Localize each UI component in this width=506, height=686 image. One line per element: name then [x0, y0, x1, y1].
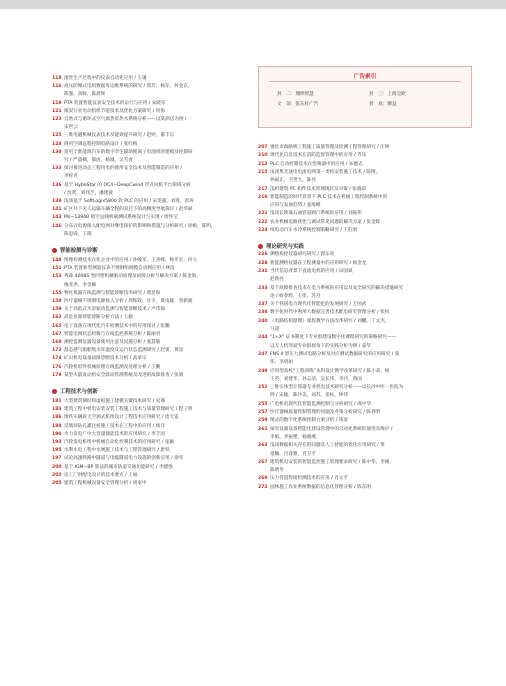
toc-entry-title: 基于 HyboStar 的 OC4−DeepCwind 浮式风机平台频域分析	[64, 182, 191, 188]
toc-entry[interactable]	[52, 125, 78, 131]
toc-entry[interactable]	[258, 252, 334, 258]
toc-entry-title: 滚丝生产过程中的仪表自动化应用 / 王谦	[64, 76, 147, 81]
toc-entry[interactable]	[52, 283, 96, 289]
toc-entry-title: 建筑工程机械设备安全管理分析 / 周家中	[64, 481, 147, 486]
toc-page-number: 121	[52, 108, 62, 114]
toc-entry[interactable]	[258, 261, 366, 267]
toc-entry[interactable]	[258, 402, 371, 408]
toc-entry-title: 自然式与循环式空气源热泵热水系统分析——以某酒店为例 /	[64, 117, 187, 122]
toc-page-number: 247	[258, 351, 268, 357]
toc-entry[interactable]	[52, 142, 137, 148]
toc-page-number: 133	[52, 166, 62, 172]
toc-entry[interactable]	[258, 203, 320, 209]
toc-page-number: 210	[258, 153, 268, 159]
toc-entry-title: 建筑工程中机电安装安装工程施工技术与质量管理研究 / 程子明	[64, 407, 193, 413]
toc-page-number: 153	[52, 274, 62, 280]
toc-page-number: 176	[52, 364, 62, 370]
advertisement-index-box	[258, 66, 472, 128]
toc-entry-title: 以无人机驾驶专业群视角下的实践分析为例 / 姜华	[270, 343, 371, 349]
toc-entry-title: 适用于新能源汽车的数字孪生辅助锂离子电池组的建模及控制研	[64, 149, 193, 155]
toc-entry-title: 反循环钻孔灌注桩施工技术在工程中的应用 / 杨洋	[64, 423, 165, 429]
toc-page-number: 116	[52, 84, 62, 90]
toc-entry[interactable]	[258, 377, 362, 383]
toc-entry-title: 测绘质控仪器研究研究 / 郭东亮	[270, 252, 335, 258]
toc-entry-title: 王英，刘建华，孙志清，吴长伟，李丹，鲁国	[270, 376, 362, 382]
toc-entry-title: 强化市政路桥工程施工质量管理及检测工程管理研究 / 庄林	[270, 145, 390, 150]
section-heading-label: 理论研究与实践	[266, 244, 304, 251]
toc-entry[interactable]	[52, 101, 166, 107]
toc-entry-title: 李梓君	[64, 174, 78, 180]
toc-page-number: 215	[258, 169, 268, 175]
toc-entry[interactable]	[52, 432, 165, 438]
toc-entry-title: 延楠，肖睿雅，肖卫平	[270, 451, 316, 457]
toc-entry[interactable]	[52, 191, 113, 197]
toc-page-number: 267	[258, 459, 268, 465]
toc-entry[interactable]	[52, 266, 175, 272]
toc-entry-title: 浅谈集光速电电流电网第一类校安装施工技术 / 陈博，	[270, 169, 381, 175]
toc-entry-title: 宋世云	[64, 125, 78, 131]
toc-entry[interactable]	[52, 448, 170, 454]
toc-entry-title: "1+X" 证书制度下专业群建设数字化课程研究的策略研究——	[270, 335, 396, 341]
toc-entry-title: 某型火箭发动机安全联动管理系统及改进的故障排查 / 张婧	[64, 372, 184, 378]
toc-page-number: 224	[258, 228, 268, 233]
toc-entry[interactable]	[52, 415, 179, 421]
toc-entry-title: 湿态感气船舶集水库温度及运行状态监测研究 / 赵蕾，黄彦	[64, 348, 184, 354]
toc-entry[interactable]	[258, 310, 389, 316]
toc-entry-title: 陈强，余晖，陈晨辉	[64, 92, 106, 98]
toc-entry-title: 应用型高校“工程训练”本科设计教学改革研究 / 陈小弟，杨	[270, 368, 390, 374]
toc-entry-title: 论工厂供配电设计的技术要点 / 王丽	[64, 472, 138, 478]
toc-page-number: 181	[52, 399, 62, 404]
toc-page-number: 146	[52, 223, 62, 229]
toc-entry[interactable]	[258, 393, 348, 399]
toc-entry-title: 物化机器在线监测与智能诊断技术研究 / 黄昆和	[64, 290, 161, 296]
toc-entry[interactable]	[52, 291, 160, 297]
toc-entry[interactable]	[52, 215, 178, 221]
toc-entry-title: 浅谈基于 SoftLogix5800 软 PLC 的应用 / 宋雯露，刘进，彭涛	[64, 199, 194, 204]
toc-page-number: 193	[52, 440, 62, 445]
toc-entry[interactable]	[52, 224, 215, 230]
toc-page-number: 231	[258, 268, 268, 274]
toc-entry[interactable]	[52, 456, 183, 462]
ad-cover-three: 封 三：上海宝欧	[369, 92, 406, 97]
toc-entry[interactable]	[258, 418, 348, 424]
toc-entry-title: PTA 装置智能仪表安全技术的运行与应用 / 宋晓军	[64, 100, 166, 106]
toc-entry[interactable]	[52, 232, 92, 238]
toc-entry[interactable]	[258, 269, 353, 275]
ad-front-matter: 文 前：张东杜广告	[277, 102, 319, 107]
toc-entry[interactable]	[258, 228, 357, 234]
toc-entry-title: 水利水电工程中水闸施工技术与工程管理研究 / 唐铁	[64, 448, 170, 454]
toc-entry[interactable]	[52, 109, 165, 115]
toc-page-number: 155	[52, 290, 62, 296]
toc-entry[interactable]	[52, 299, 193, 305]
toc-entry[interactable]	[52, 399, 165, 405]
toc-page-number: 233	[258, 285, 268, 291]
section-heading-label: 智能检测与诊断	[60, 248, 98, 254]
toc-entry-title: 纯电动汽车水冷系统控制策略研究 / 王伯勇	[270, 228, 358, 233]
toc-entry-title: 现代化信息技术在消防监督管理中的应用 / 齐乐	[270, 153, 367, 159]
toc-entry[interactable]	[52, 407, 193, 413]
toc-entry-title: 浅谈长距离石油管道阀门系统的应用 / 刘振伟	[270, 211, 362, 217]
toc-entry[interactable]	[258, 335, 396, 341]
toc-entry[interactable]	[258, 277, 284, 283]
section-bullet-icon	[52, 248, 57, 253]
toc-entry[interactable]	[258, 427, 392, 433]
toc-entry[interactable]	[258, 443, 385, 449]
toc-entry-title: 广电机电现代化智能监测控制与分析研究 / 邢中华	[270, 401, 371, 407]
toc-entry-title: 《电路结构原理》课程教学方法改革研究 / 刘鹏，丁文杰，	[270, 318, 390, 324]
toc-entry-title: 图像检测技术在化企业中的应用 / 孙峻军，王喜峰，杨步宏，何立	[64, 258, 198, 263]
toc-page-number: 128	[52, 141, 62, 147]
toc-page-number: 143	[52, 215, 62, 221]
section-bullet-icon	[258, 244, 263, 249]
toc-page-number: 257	[258, 410, 268, 415]
toc-entry[interactable]	[52, 183, 191, 189]
ad-back-cover: 封 底：顺益	[369, 102, 397, 107]
toc-entry[interactable]	[258, 344, 371, 350]
toc-entry[interactable]	[52, 76, 147, 82]
toc-entry[interactable]	[258, 385, 403, 391]
top-gray-band	[0, 0, 506, 9]
toc-page-number: 195	[52, 448, 62, 454]
toc-page-number: 237	[258, 302, 268, 308]
ad-index-title: 广告索引	[353, 74, 377, 80]
toc-page-number: 130	[52, 149, 62, 155]
toc-page-number: 165	[52, 323, 62, 329]
toc-entry[interactable]	[52, 424, 165, 430]
ad-cover-two: 封 二：翔坤智慧	[277, 92, 314, 97]
toc-entry-title: 论 / 杨春辉，王伟，苏丹	[270, 293, 321, 299]
toc-page-number: 263	[258, 443, 268, 449]
toc-entry[interactable]	[258, 410, 380, 416]
toc-entry[interactable]	[258, 170, 380, 176]
toc-entry[interactable]	[52, 348, 183, 354]
toc-page-number: 169	[52, 340, 62, 345]
toc-entry[interactable]	[52, 307, 165, 313]
toc-page-number: 272	[258, 484, 268, 490]
toc-page-number: 249	[258, 368, 268, 374]
toc-page-number: 188	[52, 423, 62, 429]
toc-page-number: 123	[52, 117, 62, 122]
toc-entry[interactable]	[258, 162, 363, 168]
toc-entry-title: 当代信息背景下直流电机的应用 / 田国斌	[270, 268, 353, 274]
toc-entry-title: PTA 装置新型测量仪表不锈钢组阀膜自动阀应用 / 林清	[64, 266, 175, 272]
toc-entry-title: / 沈贤，刘伟芝，潘建波	[64, 190, 113, 196]
toc-entry-title: 医疗器械不锈钢电源接入分析 / 周辉政，甘辛，黄南雄，曾骐骏	[64, 299, 193, 304]
toc-page-number: 118	[52, 76, 62, 81]
toc-entry[interactable]	[52, 481, 147, 487]
toc-entry[interactable]	[258, 145, 389, 151]
toc-page-number: 158	[52, 299, 62, 304]
ad-row	[277, 91, 406, 97]
toc-page-number: 202	[52, 472, 62, 478]
toc-entry[interactable]	[258, 369, 389, 375]
toc-entry-title: 基于故障排查技术在电力系统的应用以及安全研究的解决措施研究	[270, 285, 404, 291]
toc-entry[interactable]	[258, 187, 366, 193]
toc-entry-title: 汽轮机组件机械原理在线监测及处理分析 / 王勤	[64, 364, 161, 370]
toc-entry[interactable]	[258, 211, 362, 217]
toc-entry[interactable]	[52, 150, 193, 156]
toc-entry[interactable]	[52, 158, 133, 164]
toc-entry-title: 智能制造的时代背景下 PLC 技术在机械工程控制系统中的	[270, 194, 388, 200]
toc-entry[interactable]	[52, 373, 183, 379]
toc-entry[interactable]	[258, 153, 366, 159]
toc-entry-title: 探究仪器设备智能化建设管理中的自动化系统的使用及维护 /	[270, 426, 393, 432]
toc-entry[interactable]	[52, 258, 197, 264]
toc-page-number: 240	[258, 318, 268, 324]
toc-entry-title: 汽轮发电机组中机械自动化控制技术的应用研究 / 张颖	[64, 440, 175, 445]
toc-page-number: 186	[52, 415, 62, 421]
toc-page-number: 212	[258, 161, 268, 167]
toc-page-number: 226	[258, 252, 268, 258]
toc-entry-title: 试论高速铁路中隧道与电缆隧道电力设施的创新应用 / 徐军	[64, 456, 184, 462]
toc-entry-title: 秀森 4008S 型凹型机械驱动原理及故障分析与解决方案 / 陈金海，	[64, 274, 201, 280]
toc-page-number: 238	[258, 310, 268, 316]
ad-row	[277, 101, 397, 107]
toc-page-number: 174	[52, 356, 62, 362]
toc-page-number: 172	[52, 348, 62, 354]
toc-page-number: 228	[258, 260, 268, 266]
toc-entry-title: 火力发电厂中大容量储能技术的应用研究 / 李丰园	[64, 431, 165, 437]
toc-entry[interactable]	[258, 286, 403, 292]
toc-entry[interactable]	[52, 315, 133, 321]
toc-entry[interactable]	[258, 460, 394, 466]
toc-entry-title: 三维实体型计算器专业机电技术研究分析——以长沙中医一医院为	[270, 385, 404, 391]
toc-entry-title: 电子设备在现代化汽车检测技术中的应用探讨 / 张鹏	[64, 323, 170, 329]
toc-page-number: 261	[258, 426, 268, 432]
toc-page-number: 162	[52, 315, 62, 321]
toc-entry[interactable]	[52, 117, 186, 123]
toc-entry-title: 应用与发展趋势 / 姜海峰	[270, 203, 321, 209]
toc-entry-title: 图式的数字化系统控制方案分析 / 钱宽	[270, 418, 348, 424]
toc-entry-title: 大型建筑钢结构虚拟施工建模关键技术研究 / 史骞	[64, 399, 165, 404]
toc-entry[interactable]	[52, 440, 174, 446]
toc-page-number: 207	[258, 145, 268, 150]
toc-entry[interactable]	[52, 207, 193, 213]
toc-entry-title: 园林施工作业系统数据的信息化管理分析 / 陈东明	[270, 484, 371, 490]
toc-entry[interactable]	[52, 365, 160, 371]
toc-entry[interactable]	[258, 476, 348, 482]
toc-page-number: 136	[52, 182, 62, 188]
toc-entry[interactable]	[258, 485, 371, 491]
toc-page-number: 125	[52, 133, 62, 139]
toc-entry[interactable]	[258, 220, 380, 226]
toc-page-number: 200	[52, 464, 62, 470]
toc-page-number: 205	[52, 481, 62, 486]
toc-entry-title: 浅析建筑 PC 构件技术管理现状及对策 / 张晓昂	[270, 186, 367, 192]
toc-page-number: 179	[52, 372, 62, 378]
toc-entry-title: 高危泵源智能诊断分析方法 / 王毅	[64, 315, 133, 321]
toc-entry[interactable]	[52, 133, 174, 139]
toc-entry-title: 智能电网状态检修与在线监控系统分析 / 陈丽君	[64, 331, 161, 337]
toc-entry[interactable]	[258, 468, 284, 474]
toc-entry[interactable]	[52, 174, 78, 180]
toc-entry[interactable]	[258, 195, 387, 201]
toc-entry-title: 孙福正，卫世大，陈亮	[270, 178, 316, 184]
section-heading	[258, 242, 304, 250]
toc-entry[interactable]	[52, 324, 170, 330]
toc-page-number: 190	[52, 431, 62, 437]
toc-entry-title: 商用空调远程控制电路设计 / 张红梅	[64, 141, 138, 147]
toc-entry[interactable]	[52, 332, 160, 338]
toc-page-number: 119	[52, 100, 62, 106]
toc-page-number: 252	[258, 385, 268, 391]
toc-page-number: 222	[258, 219, 268, 225]
toc-entry[interactable]	[52, 84, 193, 90]
toc-entry[interactable]	[52, 199, 194, 205]
toc-entry[interactable]	[258, 294, 320, 300]
toc-entry[interactable]	[52, 473, 137, 479]
toc-entry-title: Mil−1394B 航空总线机载测试系统设计与实现 / 唐怀宝	[64, 215, 178, 221]
toc-entry[interactable]	[258, 435, 316, 441]
toc-entry-title: 矿区井下无人运输车辆全程的双目下的高精度导航探讨 / 赵华斌	[64, 207, 193, 213]
toc-page-number: 148	[52, 258, 62, 263]
toc-entry-title: 例 / 宋颖，陈沙美，刘苏，姜标，钟伟	[270, 393, 348, 399]
ad-title-divider	[269, 81, 461, 82]
toc-entry-title: 赵新亮	[270, 277, 284, 283]
section-heading-label: 工程技术与创新	[60, 389, 98, 395]
toc-page-number: 159	[52, 307, 62, 313]
toc-entry[interactable]	[52, 166, 182, 172]
toc-entry-title: 探讨推进动态工程用电的使用安全技术及智能制造的应用 /	[64, 166, 182, 172]
toc-entry-title: PLC 自动控制技术在变频器中的应用 / 朱德志	[270, 161, 363, 167]
toc-page-number: 141	[52, 207, 62, 213]
toc-entry-title: 三维电磁机械仪表技术及能效提升研究 / 赵婷，董丰宗	[64, 133, 175, 139]
toc-entry-title: 关于高低式水泵振动监测与智能诊断技术 / 卢伟锦	[64, 307, 165, 313]
toc-entry-title: 矿山机电设备故障诊断技术分析 / 高承宗	[64, 356, 147, 362]
toc-entry[interactable]	[52, 340, 160, 346]
toc-entry-title: 浅谈数据相关存在的问题及人工智能的优化应用研究 / 黄	[270, 443, 385, 449]
toc-entry[interactable]	[258, 319, 389, 325]
toc-entry[interactable]	[258, 360, 293, 366]
toc-page-number: 217	[258, 186, 268, 192]
toc-page-number: 151	[52, 266, 62, 272]
section-heading	[52, 387, 98, 395]
toc-entry-title: 究 / 严盛楠，郁虎，杨城，吴雪青	[64, 158, 133, 163]
toc-entry[interactable]	[258, 327, 279, 333]
toc-entry[interactable]	[258, 352, 399, 358]
toc-page-number: 139	[52, 199, 62, 204]
toc-entry-title: 高压防爆式电机数据库运维系统的研究 / 郑芳，杨军，何金京，	[64, 84, 193, 90]
toc-page-number: 244	[258, 335, 268, 341]
toc-page-number: 259	[258, 418, 268, 424]
toc-entry[interactable]	[52, 92, 105, 98]
toc-entry-title: 建筑机电安装的智能监控施工管理要求研究 / 陈中华，李刚，	[270, 459, 394, 465]
toc-entry-title: 农业机械电路优化与调试常见问题的解决方案 / 张金辉	[270, 219, 381, 225]
toc-page-number: 197	[52, 456, 62, 462]
toc-entry-title: 地铁车辆段天空调式机组设计工程技术应用研究 / 唐天雷	[64, 415, 179, 421]
toc-entry-title: 数字化时代中利用大数据完善技术配电研究管理分析 / 张权	[270, 310, 390, 316]
toc-entry-title: 测控监测仪器设备使用注意及问题分析 / 张慧敏	[64, 340, 161, 345]
section-bullet-icon	[52, 389, 57, 394]
toc-entry-title: 智能测绘仪器在工程测量中的应用研究 / 杨金龙	[270, 260, 367, 266]
toc-entry-title: 陈思舜，王琦	[64, 231, 92, 237]
toc-entry-title: 基于 IGM−BP 算法的城市轨道交通功能研究 / 李德强	[64, 464, 173, 470]
section-heading	[52, 246, 98, 254]
toc-entry-title: FNS II 型压力测试电路分析及对应测试数据研究的应用研究 / 张	[270, 351, 400, 357]
toc-entry-title: 压力管道焊接检测技术的应用 / 肖文平	[270, 476, 348, 482]
toc-entry-title: 关于我国电力现代化智能化的发展研究 / 万国武	[270, 302, 367, 308]
toc-entry[interactable]	[52, 465, 173, 471]
toc-entry-title: 分布式电源接入配电网对继电保护的影响和措施与分析研究 / 徐根，陈明，	[64, 223, 216, 229]
toc-page-number: 219	[258, 194, 268, 200]
toc-page-number: 167	[52, 331, 62, 337]
toc-entry-title: 伟，李倩如	[270, 360, 293, 366]
toc-entry[interactable]	[258, 178, 316, 184]
toc-entry[interactable]	[258, 452, 316, 458]
toc-entry-title: 梅亚洪，李金顺	[64, 282, 97, 288]
toc-page-number: 183	[52, 407, 62, 413]
toc-page-number: 269	[258, 476, 268, 482]
toc-entry-title: 陈明华	[270, 468, 284, 474]
toc-page-number: 255	[258, 401, 268, 407]
toc-entry-title: 医疗器械质量控制管理的问题及对策分析研究 / 陈春明	[270, 410, 381, 415]
toc-page-number: 221	[258, 211, 268, 217]
toc-entry-title: 李娟，李振楷，杨晓燕	[270, 434, 316, 440]
toc-entry[interactable]	[52, 274, 201, 280]
toc-entry[interactable]	[52, 356, 147, 362]
toc-entry[interactable]	[258, 302, 366, 308]
toc-entry-title: 煤炭行业电动机组节能技术及优化方案研究 / 何海	[64, 108, 165, 114]
toc-entry-title: 马超	[270, 327, 280, 332]
